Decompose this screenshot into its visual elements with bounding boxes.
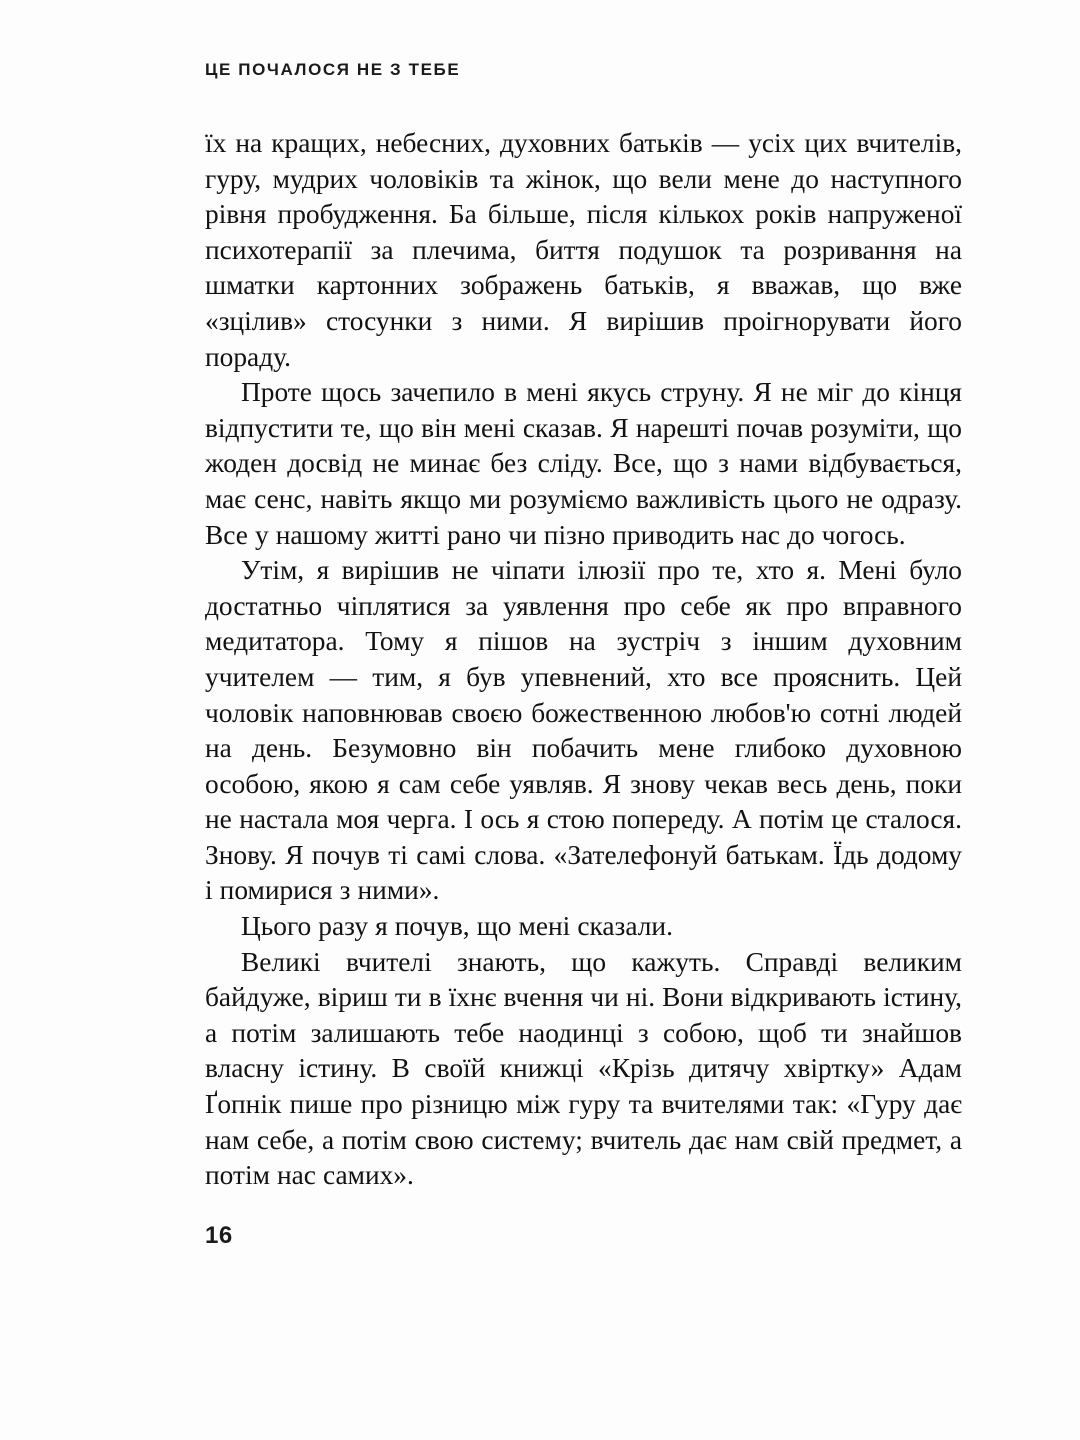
running-header: ЦЕ ПОЧАЛОСЯ НЕ З ТЕБЕ [205,60,461,79]
body-text-block [205,126,962,1194]
paragraph: Цього разу я почув, що мені сказали. [241,911,673,942]
page-number: 16 [205,1222,233,1249]
paragraph: Проте щось зачепило в мені якусь струну. Я не міг до кінця відпустити те, що він мені сказав. Я нарешті почав розуміти, що жоден досвід не минає без сліду. Все, що з нами відбувається, має сенс, навіть якщо ми розуміємо важливість цього не одразу. Все у нашому житті рано чи пізно приводить нас до чогось. [205,377,962,550]
paragraph: Утім, я вирішив не чіпати ілюзії про те, хто я. Мені було достатньо чіплятися за уявлення про себе як про вправного медитатора. Тому я пішов на зустріч з іншим духовним учителем — тим, я був упевнений, хто все прояснить. Цей чоловік наповнював своєю божественною любов'ю сотні людей на день. Безумовно він побачить мене глибоко духовною особою, якою я сам себе уявляв. Я знову чекав весь день, поки не настала моя черга. І ось я стою попереду. А потім це сталося. Знову. Я почув ті самі слова. «Зателефонуй батькам. Їдь додому і помирися з ними». [205,555,962,906]
paragraph: Великі вчителі знають, що кажуть. Справді великим байдуже, віриш ти в їхнє вчення чи ні. Вони відкривають істину, а потім залишають тебе наодинці з собою, щоб ти знайшов власну істину. В своїй книжці «Крізь дитячу хвіртку» Адам Ґопнік пише про різницю між гуру та вчителями так: «Гуру дає нам себе, а потім свою систему; вчитель дає нам свій предмет, а потім нас самих». [205,946,962,1191]
paragraph: їх на кращих, небесних, духовних батьків — усіх цих вчителів, гуру, мудрих чоловіків та жінок, що вели мене до наступного рівня пробудження. Ба більше, після кількох років напруженої психотерапії за плечима, биття подушок та розривання на шматки картонних зображень батьків, я вважав, що вже «зцілив» стосунки з ними. Я вирішив проігнорувати його пораду. [205,128,962,372]
